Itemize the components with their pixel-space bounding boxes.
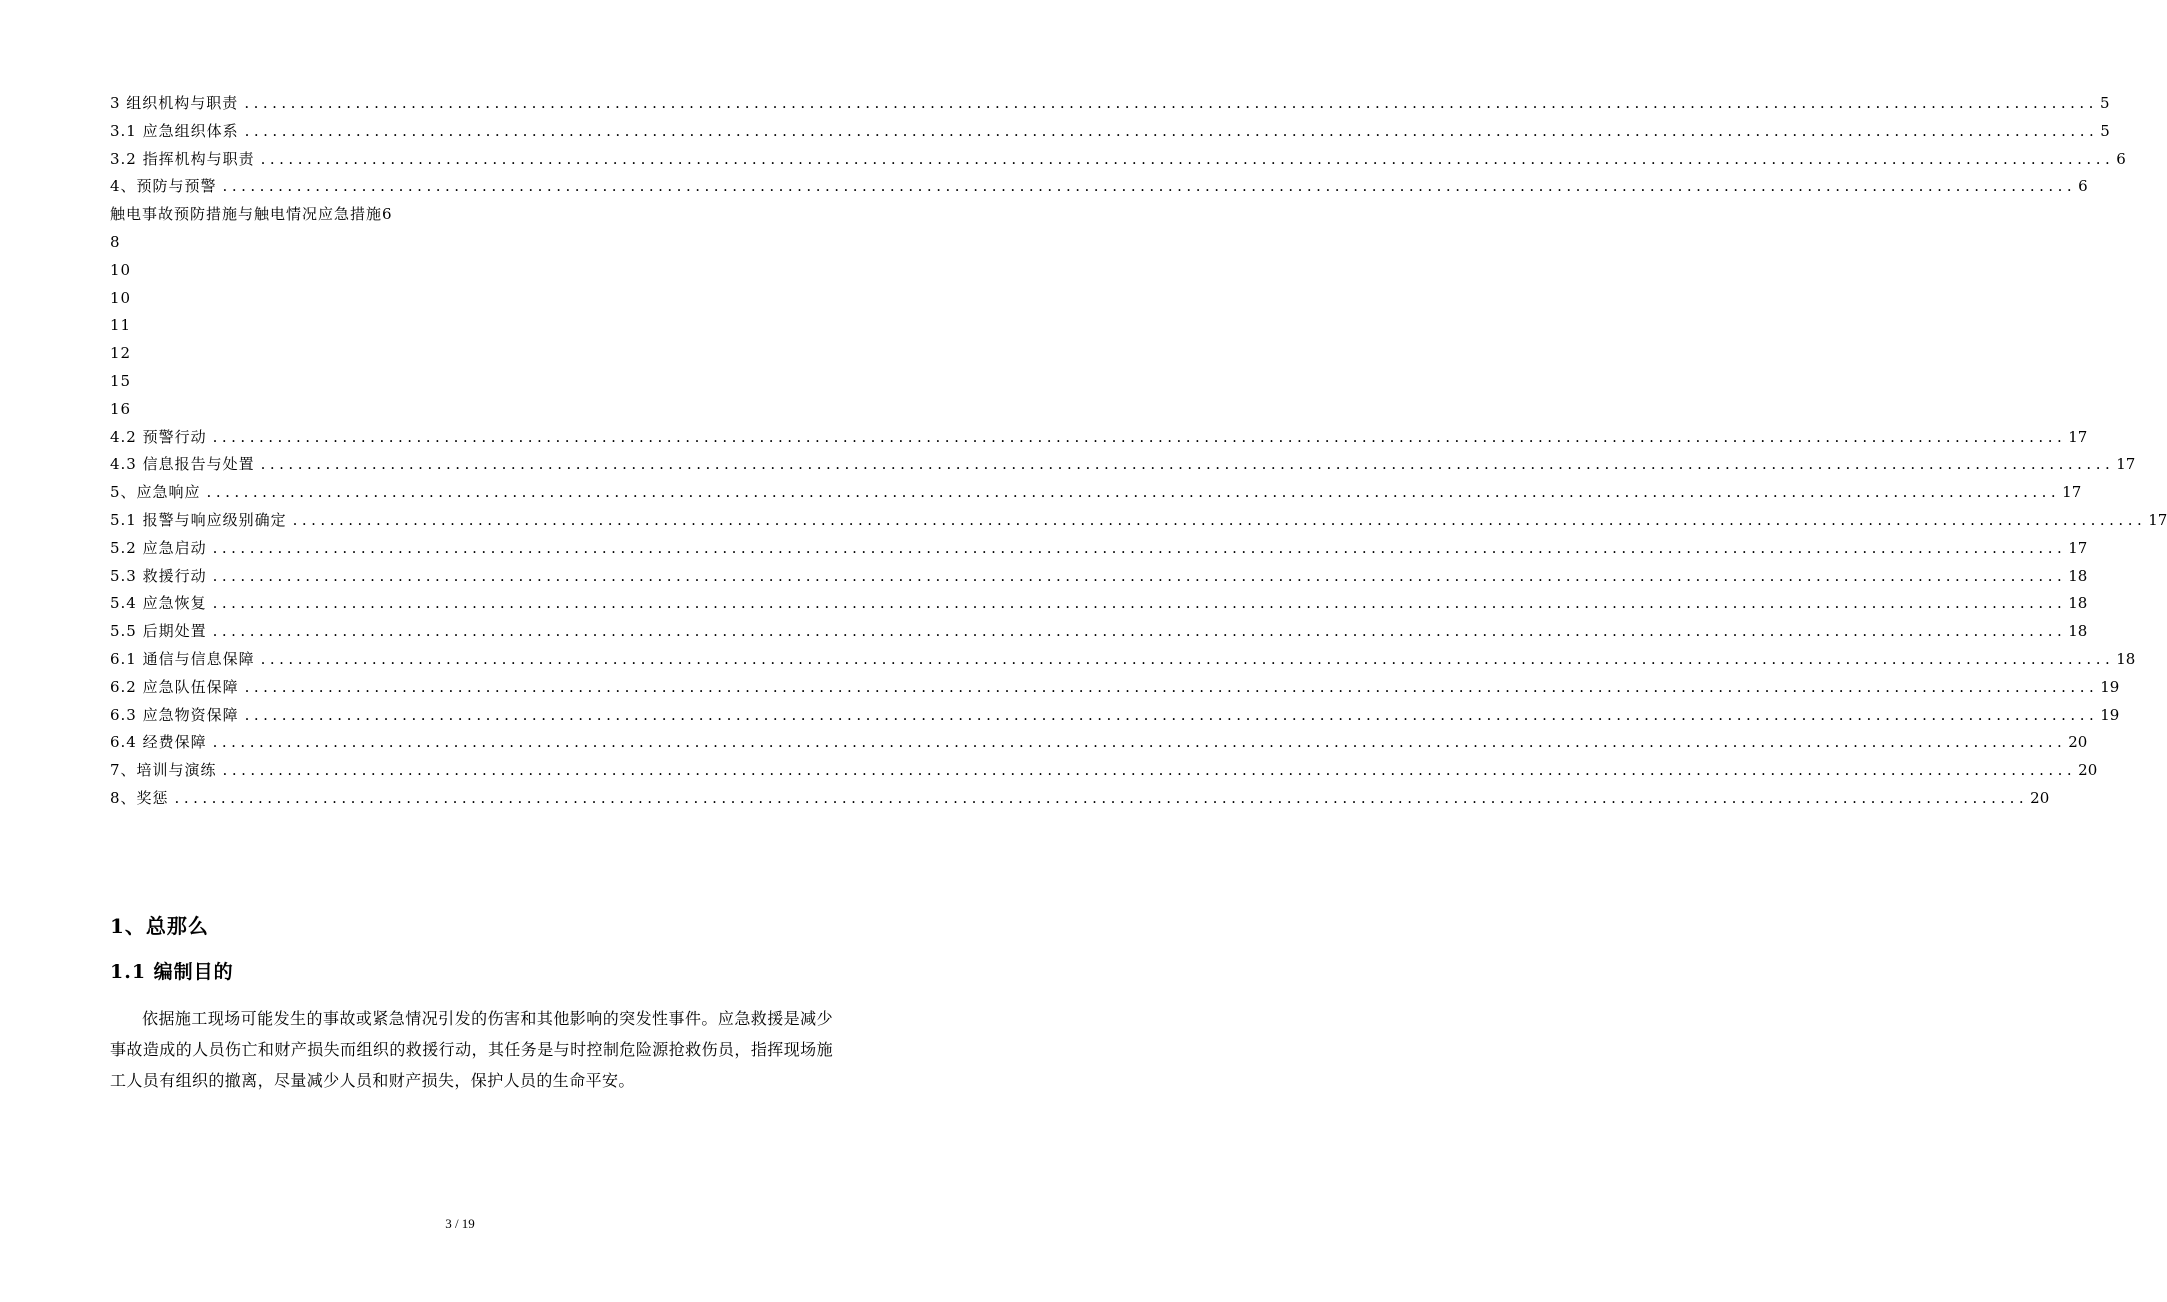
- toc-entry-page: 20: [2030, 788, 2050, 807]
- toc-entry[interactable]: [110, 729, 2088, 757]
- toc-plain-line: 12: [110, 344, 132, 363]
- toc-entry-page: 19: [2100, 677, 2120, 696]
- toc-entry-title: 4.3 信息报告与处置: [110, 455, 255, 474]
- toc-entry-title: 3.1 应急组织体系: [110, 121, 239, 140]
- toc-entry-page: 18: [2068, 566, 2088, 585]
- toc-entry-title: 5.4 应急恢复: [110, 594, 207, 613]
- toc-leader-dots: ........................................................................................................................................................................................................: [222, 761, 2077, 780]
- toc-leader-dots: ........................................................................................................................................................................................................: [244, 94, 2098, 112]
- toc-entry-page: 20: [2068, 733, 2088, 752]
- toc-group-1: [110, 90, 2126, 201]
- toc-entry-title: 4、预防与预警: [110, 177, 217, 196]
- toc-leader-dots: ........................................................................................................................................................................................................: [244, 677, 2099, 696]
- toc-entry[interactable]: [110, 479, 2082, 507]
- page-number: 3 / 19: [445, 1216, 475, 1231]
- toc-leader-dots: ........................................................................................................................................................................................................: [292, 510, 2147, 529]
- toc-leader-dots: ........................................................................................................................................................................................................: [212, 566, 2067, 585]
- toc-entry-page: 19: [2100, 705, 2120, 724]
- toc-leader-dots: ........................................................................................................................................................................................................: [260, 455, 2115, 474]
- toc-entry-title: 5、应急响应: [110, 483, 201, 502]
- toc-entry-title: 8、奖惩: [110, 788, 169, 807]
- section-heading-1-1: 1.1 编制目的: [110, 961, 234, 983]
- toc-entry-page: 20: [2078, 761, 2098, 780]
- toc-leader-dots: ........................................................................................................................................................................................................: [212, 594, 2067, 613]
- toc-plain-line: 15: [110, 371, 132, 390]
- toc-entry-page: 5: [2099, 94, 2110, 112]
- toc-entry[interactable]: [110, 757, 2098, 785]
- toc-plain-line: 11: [110, 316, 132, 335]
- toc-entry[interactable]: [110, 535, 2088, 563]
- toc-entry-title: 5.3 救援行动: [110, 566, 207, 585]
- toc-entry-title: 5.1 报警与响应级别确定: [110, 510, 287, 529]
- toc-leader-dots: ........................................................................................................................................................................................................: [260, 149, 2115, 168]
- toc-leader-dots: ........................................................................................................................................................................................................: [244, 121, 2099, 140]
- toc-group-2: [110, 424, 2167, 813]
- body-paragraph: 依据施工现场可能发生的事故或紧急情况引发的伤害和其他影响的突发性事件。应急救援是减少事故造成的人员伤亡和财产损失而组织的救援行动，其任务是与时控制危险源抢救伤员，指挥现场施工人员有组织的撤离，尽量减少人员和财产损失，保护人员的生命平安。: [110, 1009, 833, 1090]
- toc-entry-page: 18: [2068, 594, 2088, 613]
- toc-plain-line: 10: [110, 260, 132, 279]
- toc-entry[interactable]: [110, 507, 2167, 535]
- toc-entry-page: 17: [2116, 455, 2136, 474]
- toc-entry-title: 4.2 预警行动: [110, 427, 207, 446]
- toc-entry-title: 7、培训与演练: [110, 761, 217, 780]
- toc-entry-page: 17: [2148, 510, 2167, 529]
- toc-entry-page: 17: [2062, 483, 2082, 502]
- toc-entry-page: 18: [2068, 622, 2088, 641]
- toc-entry[interactable]: [110, 146, 2126, 174]
- toc-entry[interactable]: [110, 618, 2088, 646]
- toc-entry[interactable]: [110, 646, 2136, 674]
- toc-entry-title: 6.3 应急物资保障: [110, 705, 239, 724]
- toc-entry-title: 6.1 通信与信息保障: [110, 649, 255, 668]
- toc-entry[interactable]: [110, 451, 2136, 479]
- toc-entry-page: 6: [2116, 149, 2126, 168]
- toc-entry-page: 17: [2068, 427, 2088, 446]
- section-heading-1: 1、总那么: [110, 914, 209, 938]
- toc-plain-group: [110, 201, 833, 423]
- toc-entry-page: 18: [2116, 649, 2136, 668]
- toc-entry[interactable]: [110, 590, 2088, 618]
- toc-plain-line: 10: [110, 288, 132, 307]
- toc-plain-line: 8: [110, 232, 121, 251]
- toc-entry[interactable]: [110, 785, 2050, 813]
- toc-leader-dots: ........................................................................................................................................................................................................: [212, 622, 2067, 641]
- toc-entry-title: 6.4 经费保障: [110, 733, 207, 752]
- toc-leader-dots: ........................................................................................................................................................................................................: [212, 538, 2067, 557]
- toc-entry-page: 17: [2068, 538, 2088, 557]
- toc-leader-dots: ........................................................................................................................................................................................................: [212, 427, 2067, 446]
- toc-entry[interactable]: [110, 563, 2088, 591]
- toc-entry-title: 3 组织机构与职责: [110, 94, 239, 112]
- toc-entry-page: 6: [2078, 177, 2088, 196]
- table-of-contents: [110, 90, 2167, 813]
- toc-entry-title: 5.2 应急启动: [110, 538, 207, 557]
- toc-entry-title: 3.2 指挥机构与职责: [110, 149, 255, 168]
- toc-leader-dots: ........................................................................................................................................................................................................: [222, 177, 2077, 196]
- toc-leader-dots: ........................................................................................................................................................................................................: [244, 705, 2099, 724]
- toc-entry-page: 5: [2100, 121, 2110, 140]
- toc-plain-line: 触电事故预防措施与触电情况应急措施6: [110, 205, 393, 224]
- toc-entry[interactable]: [110, 173, 2088, 201]
- toc-entry-title: 5.5 后期处置: [110, 622, 207, 641]
- toc-entry[interactable]: [110, 90, 2110, 118]
- toc-entry[interactable]: [110, 118, 2110, 146]
- toc-entry[interactable]: [110, 702, 2120, 730]
- toc-leader-dots: ........................................................................................................................................................................................................: [174, 788, 2029, 807]
- toc-plain-line: 16: [110, 399, 132, 418]
- toc-entry[interactable]: [110, 674, 2120, 702]
- toc-entry-title: 6.2 应急队伍保障: [110, 677, 239, 696]
- toc-leader-dots: ........................................................................................................................................................................................................: [260, 649, 2115, 668]
- toc-leader-dots: ........................................................................................................................................................................................................: [206, 483, 2061, 502]
- toc-leader-dots: ........................................................................................................................................................................................................: [212, 733, 2067, 752]
- toc-entry[interactable]: [110, 424, 2088, 452]
